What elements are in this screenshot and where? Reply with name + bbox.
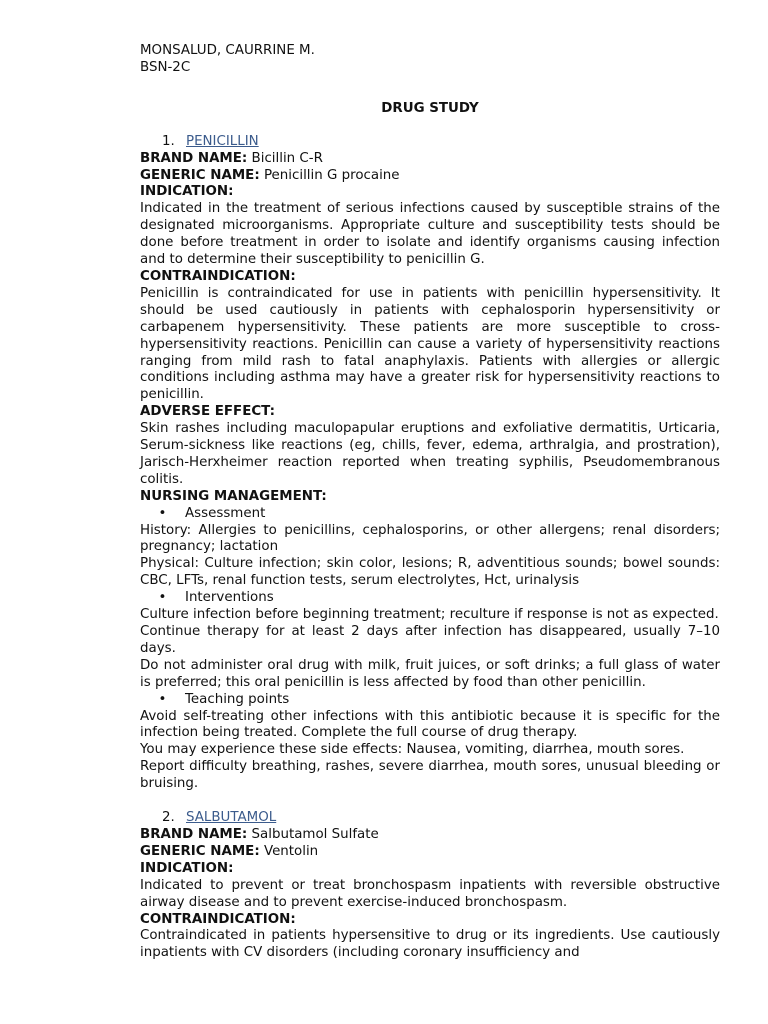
adverse-effect-heading: ADVERSE EFFECT: <box>140 404 275 420</box>
bullet-icon: • <box>158 590 167 606</box>
assessment-history: History: Allergies to penicillins, cephalosporins, or other allergens; renal disorders; pregnancy; lactation <box>140 522 720 555</box>
contraindication-heading: CONTRAINDICATION: <box>140 268 296 284</box>
brand-name-value: Salbutamol Sulfate <box>251 826 379 842</box>
brand-name-label: BRAND NAME: <box>140 150 248 166</box>
generic-name-value: Ventolin <box>263 843 319 859</box>
nursing-management-heading: NURSING MANAGEMENT: <box>140 488 327 504</box>
teaching-item: Avoid self-treating other infections with this antibiotic because it is specific for the infection being treated. Complete the full course of drug therapy. <box>140 708 720 741</box>
indication-text: Indicated to prevent or treat bronchospasm inpatients with reversible obstructive airway disease and to prevent exercise-induced bronchospasm. <box>140 877 720 910</box>
contraindication-heading: CONTRAINDICATION: <box>140 911 296 927</box>
assessment-physical: Physical: Culture infection; skin color, lesions; R, adventitious sounds; bowel sounds: CBC, LFTs, renal function tests, serum electrolytes, Hct, urinalysis <box>140 556 720 589</box>
document-title: DRUG STUDY <box>381 100 479 116</box>
adverse-effect-text: Skin rashes including maculopapular eruptions and exfoliative dermatitis, Urticaria, Serum-sickness like reactions (eg, chills, fever, edema, arthralgia, and prostration), Jarisch-Herxheimer reaction reported when treating syphilis, Pseudomembranous colitis. <box>140 421 720 487</box>
spacer <box>140 793 720 810</box>
contraindication-text: Penicillin is contraindicated for use in patients with penicillin hypersensitivity. It should be used cautiously in patients with cephalosporin hypersensitivity or carbapenem hypersensitivity. These patients are more susceptible to cross-hypersensitivity reactions. Penicillin can cause a variety of hypersensitivity reactions ranging from mild rash to fatal anaphylaxis. Patients with allergies or allergic conditions including asthma may have a greater risk for hypersensitivity reactions to penicillin. <box>140 285 720 403</box>
contraindication-text: Contraindicated in patients hypersensitive to drug or its ingredients. Use cautiously inpatients with CV disorders (including coronary insufficiency and <box>140 928 720 961</box>
brand-name-row <box>140 827 720 844</box>
brand-name-value: Bicillin C-R <box>251 150 323 166</box>
drug-name-link[interactable]: SALBUTAMOL <box>186 810 277 826</box>
bullet-teaching-points <box>140 692 720 709</box>
bullet-icon: • <box>158 505 167 521</box>
indication-heading: INDICATION: <box>140 184 234 200</box>
drug-number: 2. <box>162 810 175 826</box>
indication-heading: INDICATION: <box>140 860 234 876</box>
bullet-label: Teaching points <box>185 691 290 707</box>
brand-name-label: BRAND NAME: <box>140 826 248 842</box>
generic-name-row <box>140 168 720 185</box>
student-name: MONSALUD, CAURRINE M. <box>140 43 315 58</box>
drug-number: 1. <box>162 133 175 149</box>
intervention-item: Continue therapy for at least 2 days after infection has disappeared, usually 7–10 days. <box>140 624 720 656</box>
student-section: BSN-2C <box>140 59 191 75</box>
generic-name-value: Penicillin G procaine <box>263 167 400 183</box>
teaching-item: Report difficulty breathing, rashes, severe diarrhea, mouth sores, unusual bleeding or bruising. <box>140 759 720 792</box>
indication-text: Indicated in the treatment of serious infections caused by susceptible strains of the designated microorganisms. Appropriate culture and susceptibility tests should be done before treatment in order to isolate and identify organisms causing infection and to determine their susceptibility to penicillin G. <box>140 201 720 268</box>
bullet-interventions <box>140 590 720 607</box>
bullet-icon: • <box>158 691 167 707</box>
bullet-label: Interventions <box>185 590 274 606</box>
generic-name-row <box>140 844 720 861</box>
drug-name-link[interactable]: PENICILLIN <box>186 133 259 149</box>
intervention-item: Do not administer oral drug with milk, fruit juices, or soft drinks; a full glass of water is preferred; this oral penicillin is less affected by food than other penicillin. <box>140 657 720 690</box>
bullet-assessment <box>140 506 720 523</box>
bullet-label: Assessment <box>185 505 266 521</box>
brand-name-row <box>140 151 720 168</box>
generic-name-label: GENERIC NAME: <box>140 843 260 859</box>
drug-heading-penicillin <box>140 134 720 151</box>
teaching-item: You may experience these side effects: Nausea, vomiting, diarrhea, mouth sores. <box>140 742 685 758</box>
generic-name-label: GENERIC NAME: <box>140 167 260 183</box>
intervention-item: Culture infection before beginning treatment; reculture if response is not as expected. <box>140 607 719 623</box>
drug-heading-salbutamol <box>140 810 720 827</box>
